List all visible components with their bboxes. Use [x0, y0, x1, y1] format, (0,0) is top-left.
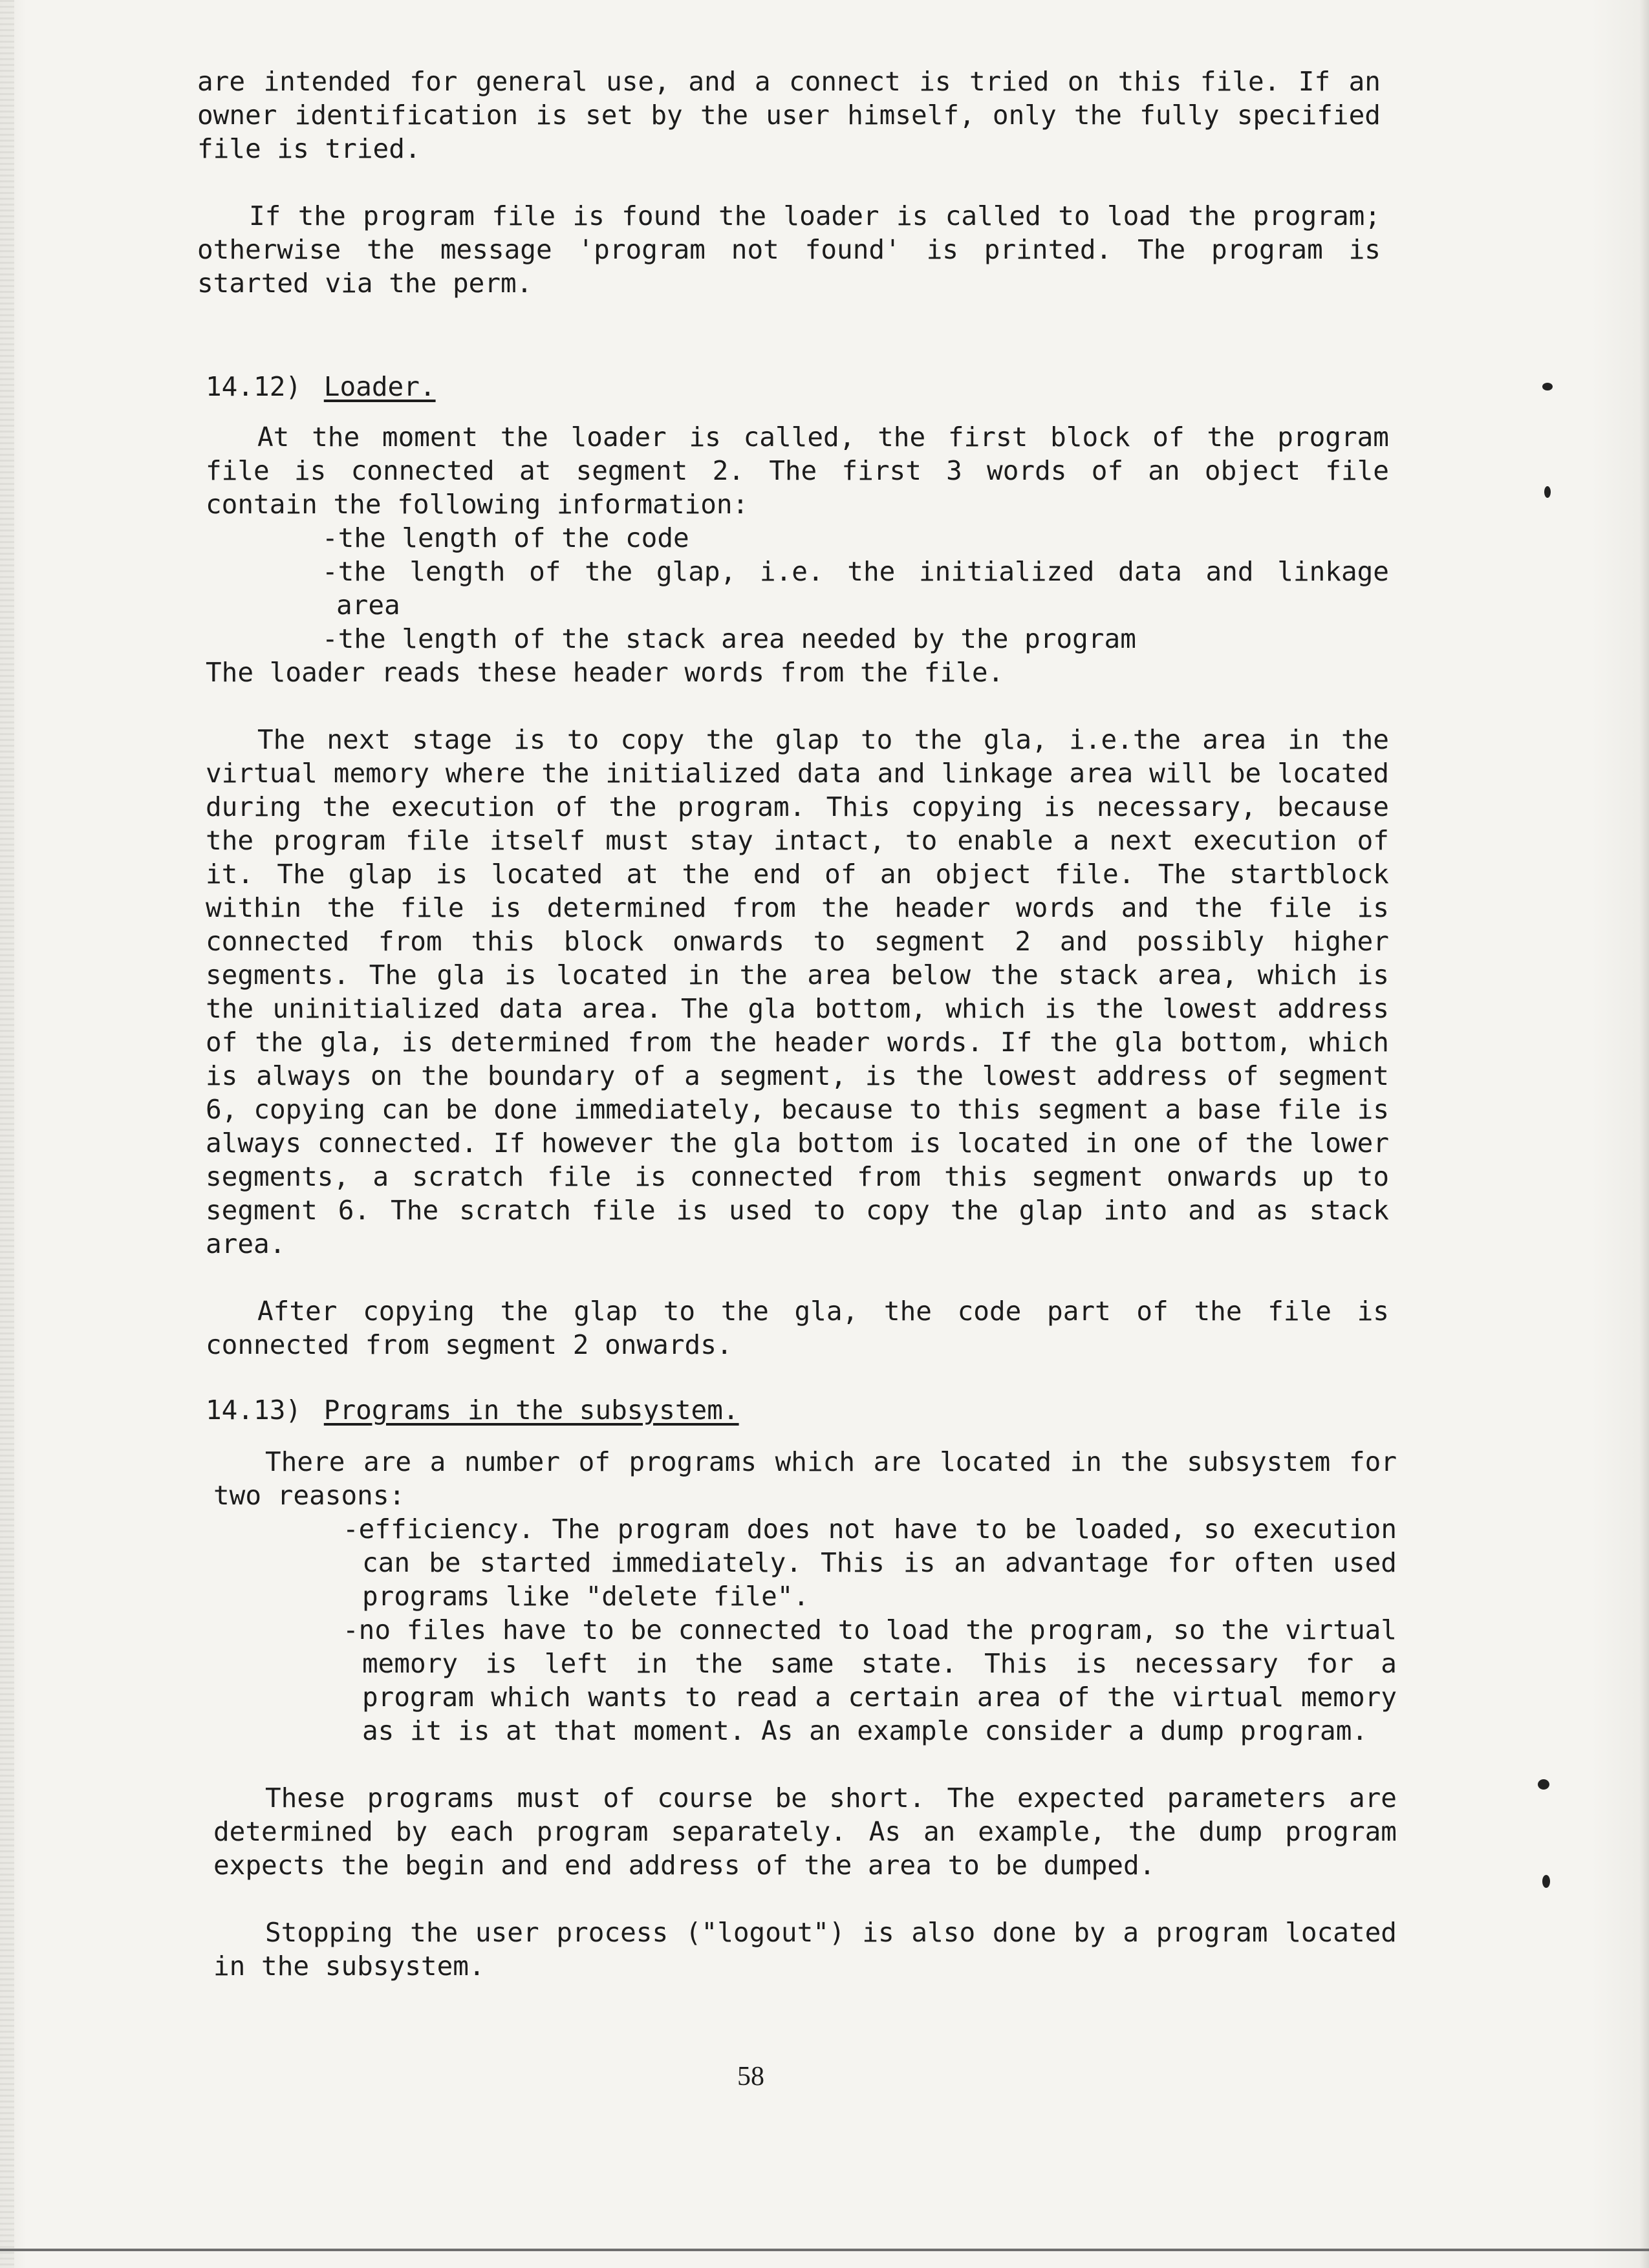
- section-title: Loader.: [323, 371, 436, 402]
- scan-edge-left: [0, 0, 14, 2268]
- loader-paragraph-2: The next stage is to copy the glap to the gla, i.e.the area in the virtual memory where the initialized data and linkage area will be located during the execution of the program. This copying is necessary, because the program file itself must stay intact, to enable a next execution of it. The glap is located at the end of an object file. The startblock within the file is determined from the header words and the file is connected from this block onwards to segment 2 and possibly higher segments. The gla is located in the area below the stack area, which is the uninitialized data area. The gla bottom, which is the lowest address of the gla, is determined from the header words. If the gla bottom, which is always on the boundary of a segment, is the lowest address of segment 6, copying can be done immediately, because to this segment a base file is always connected. If however the gla bottom is located in one of the lower segments, a scratch file is connected from this segment onwards up to segment 6. The scratch file is used to copy the glap into and as stack area.: [206, 724, 1389, 1259]
- scan-mark: [1538, 1779, 1549, 1790]
- section-heading-programs: [206, 1393, 739, 1427]
- section-heading-loader: [206, 370, 436, 403]
- scan-edge-right: [1640, 0, 1649, 2268]
- section-number: 14.12): [206, 371, 302, 402]
- loader-paragraph-after-list: The loader reads these header words from the file.: [206, 657, 1004, 688]
- programs-paragraph-2: These programs must of course be short. The expected parameters are determined by each program separately. As an example, the dump program expects the begin and end address of the area to be dumped.: [213, 1782, 1397, 1881]
- intro-paragraph-1: are intended for general use, and a connect is tried on this file. If an owner identification is set by the user himself, only the fully specified file is tried.: [197, 66, 1381, 164]
- page-number: 58: [737, 2062, 764, 2091]
- scan-mark: [1542, 383, 1553, 390]
- bottom-edge-rule: [0, 2249, 1649, 2251]
- list-item: -no files have to be connected to load the program, so the virtual memory is left in the same state. This is necessary for a program which wants to read a certain area of the virtual memory as it is at that moment. As an example consider a dump program.: [343, 1614, 1397, 1746]
- list-item: -the length of the glap, i.e. the initialized data and linkage area: [322, 556, 1389, 621]
- intro-paragraph-2: If the program file is found the loader is called to load the program; otherwise the message 'program not found' is printed. The program is started via the perm.: [197, 200, 1381, 299]
- loader-paragraph-3: After copying the glap to the gla, the code part of the file is connected from segment 2 onwards.: [206, 1296, 1389, 1360]
- scan-mark: [1542, 1875, 1550, 1888]
- scan-mark: [1544, 486, 1551, 498]
- section-1413-body: [213, 1445, 1397, 1983]
- list-item: -the length of the stack area needed by the program: [322, 623, 1136, 654]
- reasons-list: [213, 1512, 1397, 1748]
- list-item: -efficiency. The program does not have to be loaded, so execution can be started immediately. This is an advantage for often used programs like "delete file".: [343, 1514, 1397, 1612]
- intro-block: [197, 65, 1381, 300]
- header-words-list: [206, 521, 1389, 656]
- list-item: -the length of the code: [322, 522, 689, 553]
- section-number: 14.13): [206, 1395, 302, 1426]
- loader-paragraph-1: At the moment the loader is called, the first block of the program file is connected at segment 2. The first 3 words of an object file contain the following information:: [206, 422, 1389, 520]
- section-title: Programs in the subsystem.: [323, 1395, 739, 1426]
- section-1412-body: [206, 420, 1389, 1362]
- programs-paragraph-1: There are a number of programs which are located in the subsystem for two reasons:: [213, 1446, 1397, 1511]
- programs-paragraph-3: Stopping the user process ("logout") is also done by a program located in the subsystem.: [213, 1917, 1397, 1982]
